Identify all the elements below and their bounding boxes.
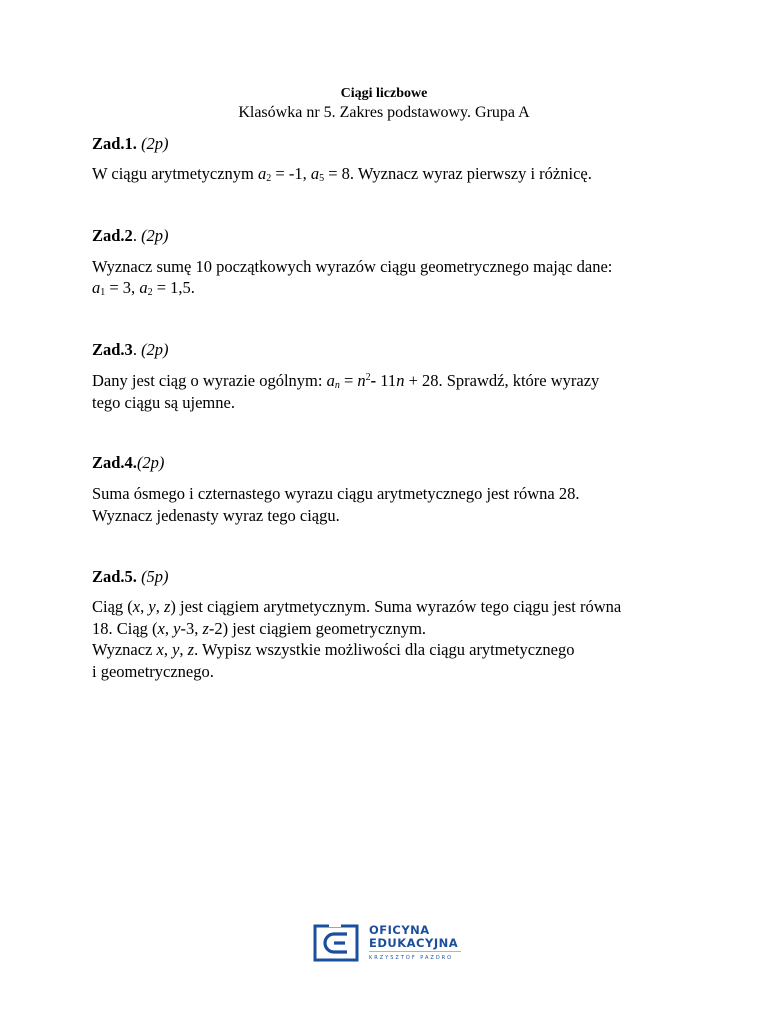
task-4-heading [92, 453, 164, 473]
task-2-label: Zad.2 [92, 226, 133, 245]
publisher-logo [313, 922, 463, 966]
task-2-line-2: $a_1 = 3$, $a_2 = 1,5$. [92, 278, 195, 298]
task-3-line-1: Dany jest ciąg o wyrazie ogólnym: $a_n = n^2-$ 11n + 28. Sprawdź, które wyrazy [92, 371, 600, 391]
task-5-label: Zad.5. [92, 567, 137, 586]
task-5-heading [92, 567, 169, 587]
task-3-heading: Zad.3. (2p) [92, 340, 169, 359]
task-1-label: Zad.1. [92, 134, 137, 153]
logo-line-2: EDUKACYJNA [369, 936, 459, 950]
oe-logo-icon [313, 924, 359, 962]
logo-line-1: OFICYNA [369, 923, 430, 937]
task-5-points: (5p) [141, 567, 169, 586]
task-1-points: (2p) [141, 134, 169, 153]
task-3-points: (2p) [141, 340, 169, 359]
task-4-label: Zad.4. [92, 453, 137, 472]
logo-divider [369, 951, 461, 952]
task-5-line-1: Ciąg (x, y, z) jest ciągiem arytmetycznym. Suma wyrazów tego ciągu jest równa [92, 597, 622, 616]
task-2-points: (2p) [141, 226, 169, 245]
task-4-line-2: Wyznacz jedenasty wyraz tego ciągu. [92, 506, 340, 525]
task-5-line-4: i geometrycznego. [92, 662, 214, 681]
task-3-label: Zad.3 [92, 340, 133, 359]
task-4-line-1: Suma ósmego i czternastego wyrazu ciągu arytmetycznego jest równa 28. [92, 484, 580, 503]
task-5-line-3: Wyznacz x, y, z. Wypisz wszystkie możliwości dla ciągu arytmetycznego [92, 640, 575, 659]
task-4-points: (2p) [136, 453, 165, 472]
task-2-line-1: Wyznacz sumę 10 początkowych wyrazów ciągu geometrycznego mając dane: [92, 257, 613, 276]
task-2-heading: Zad.2. (2p) [92, 226, 169, 245]
task-1-heading [92, 134, 169, 154]
page-subtitle: Klasówka nr 5. Zakres podstawowy. Grupa A [238, 104, 530, 121]
logo-subtitle: KRZYSZTOF PAZDRO [369, 955, 454, 961]
task-1-line-1: W ciągu arytmetycznym $a_2 = -1$, $a_5 = 8$. Wyznacz wyraz pierwszy i różnicę. [92, 164, 592, 184]
task-3-line-2: tego ciągu są ujemne. [92, 393, 235, 412]
task-5-line-2: 18. Ciąg (x, y-3, z-2) jest ciągiem geometrycznym. [92, 619, 427, 638]
page-title: Ciągi liczbowe [340, 86, 428, 101]
